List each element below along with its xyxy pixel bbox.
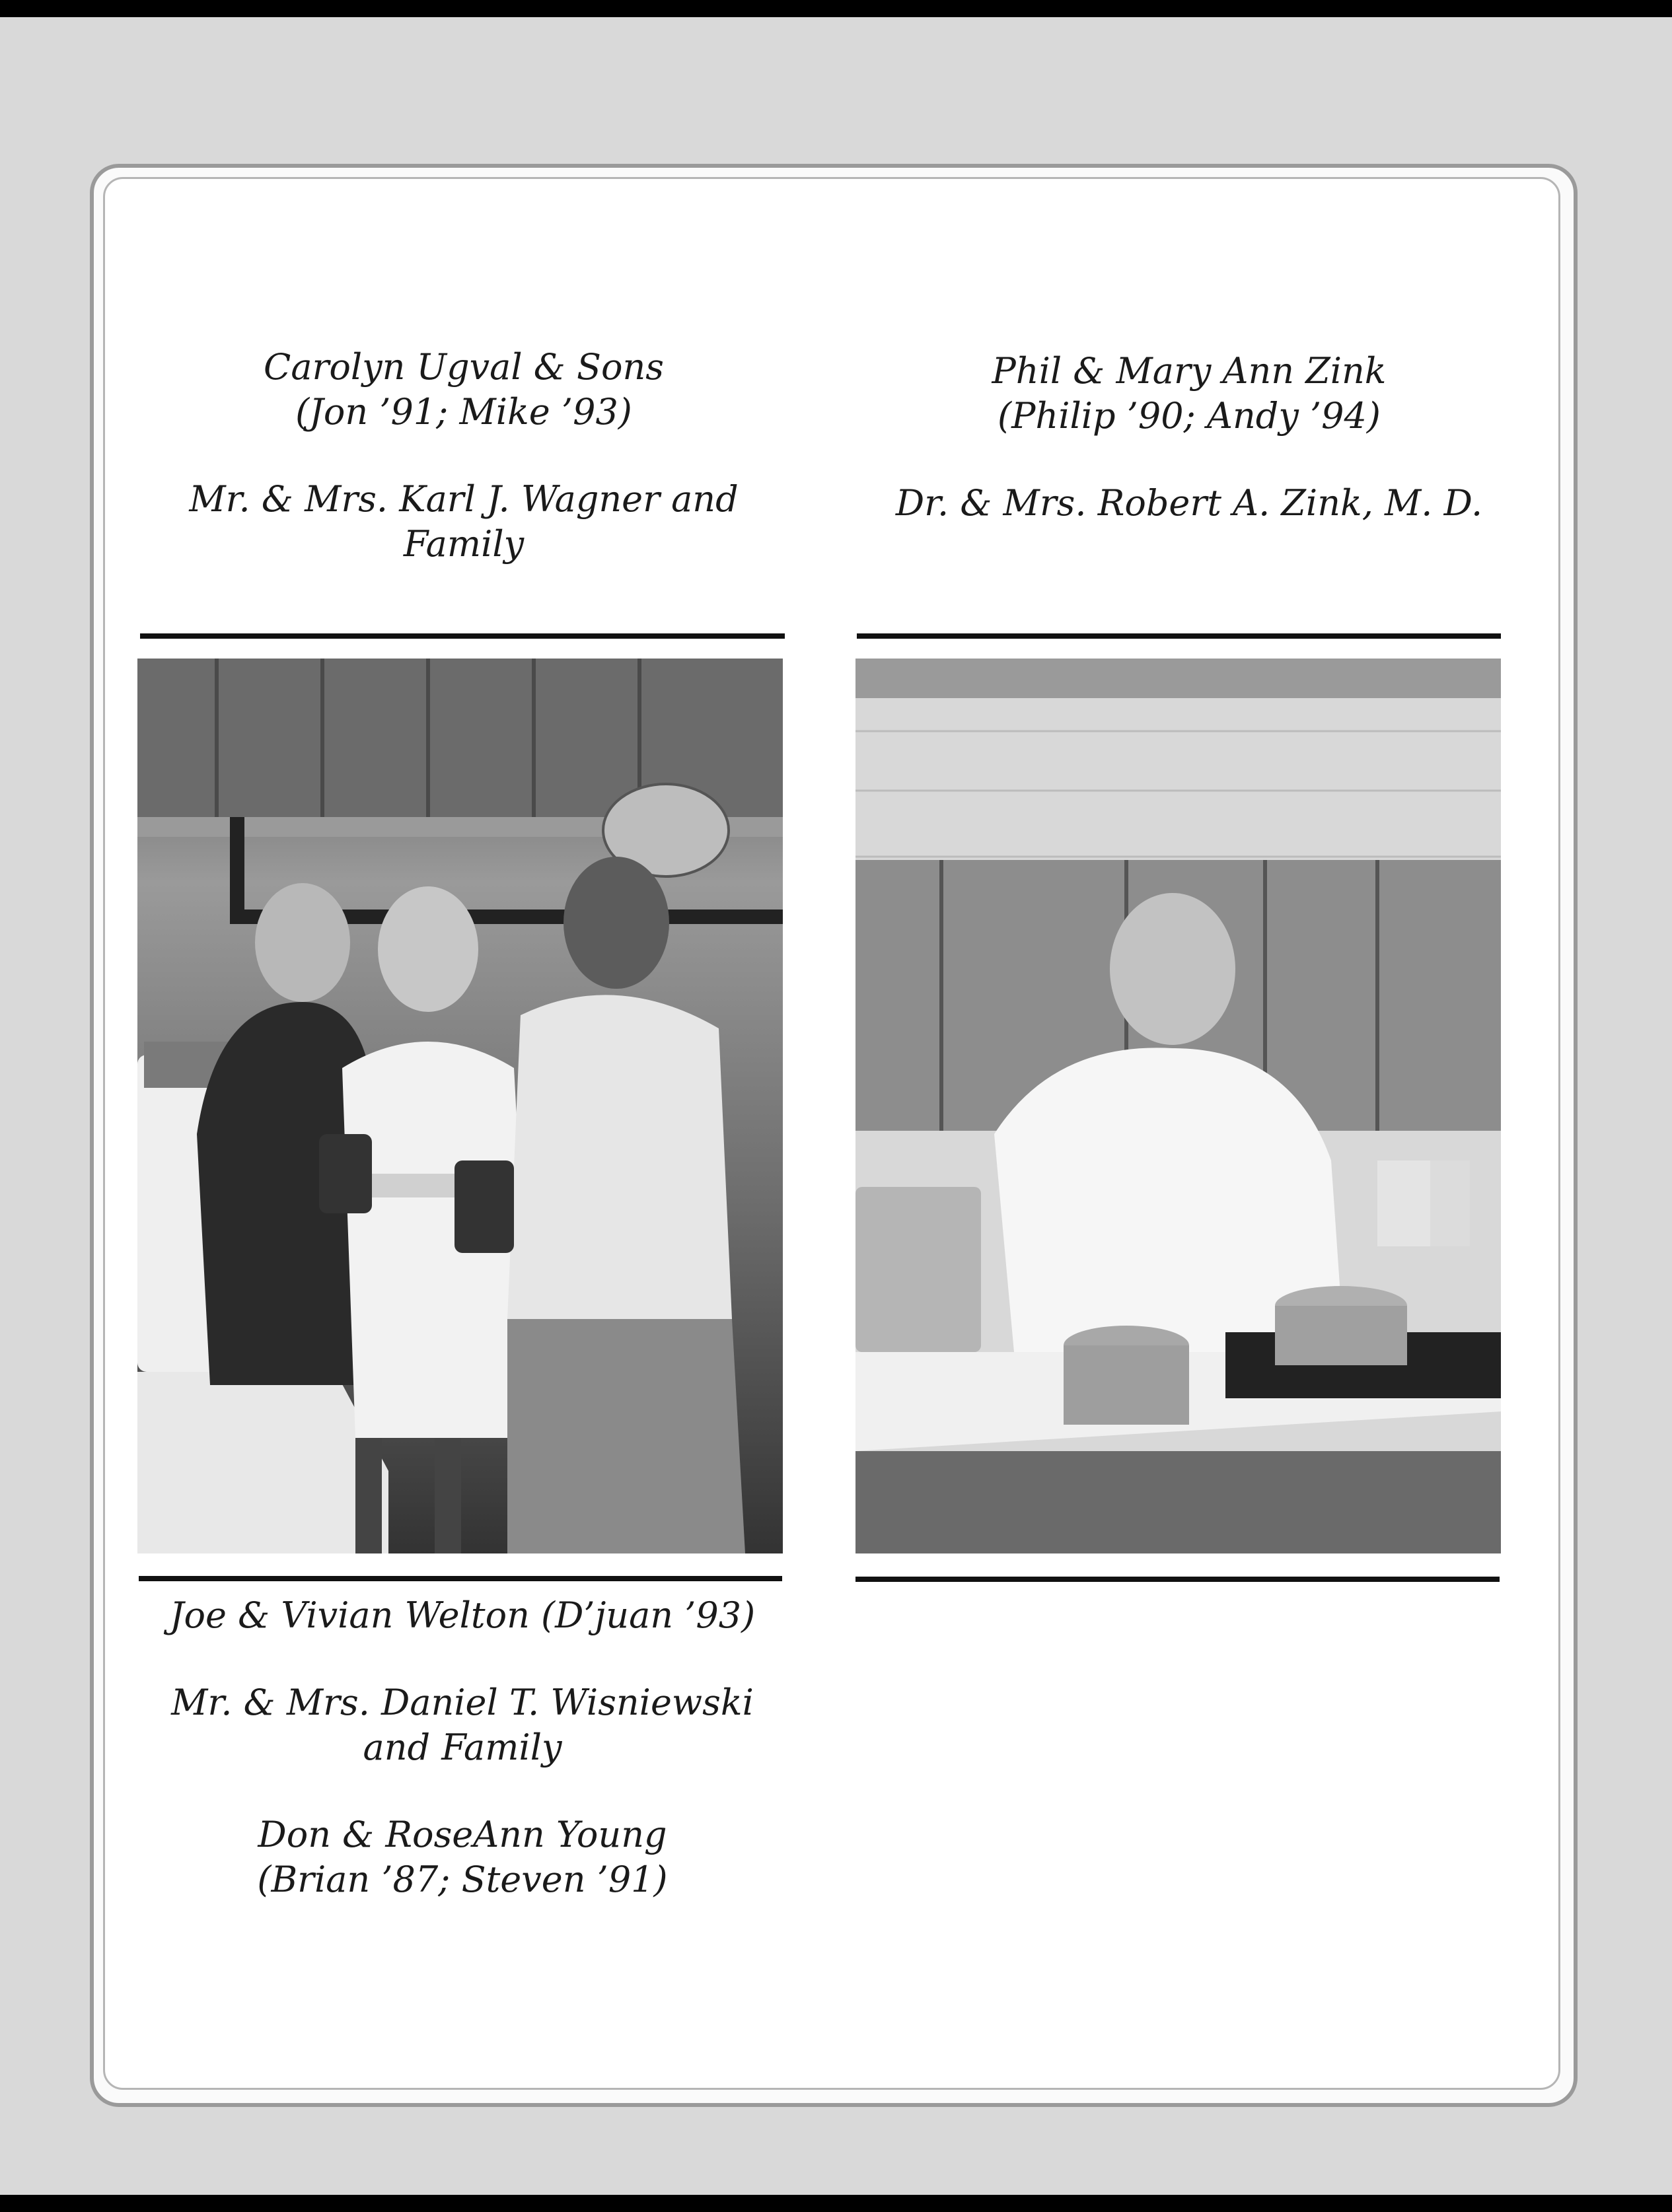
family-name: Mr. & Mrs. Daniel T. Wisniewski: [171, 1682, 754, 1723]
family-name-continued: Family: [403, 523, 525, 565]
family-children: (Jon ’91; Mike ’93): [295, 391, 632, 433]
family-name: Carolyn Ugval & Sons: [264, 346, 664, 388]
divider-rule: [857, 633, 1501, 639]
divider-rule: [140, 633, 785, 639]
top-right-names: [859, 349, 1519, 526]
family-name: Don & RoseAnn Young: [258, 1814, 667, 1855]
family-children: (Brian ’87; Steven ’91): [257, 1859, 668, 1900]
scan-bottom-border: [0, 2195, 1672, 2212]
bottom-left-names: [132, 1593, 793, 1902]
divider-rule: [139, 1576, 782, 1581]
photo-left: [137, 659, 783, 1553]
family-children: (Philip ’90; Andy ’94): [998, 395, 1381, 437]
family-name: Phil & Mary Ann Zink: [992, 350, 1387, 392]
family-name-continued: and Family: [363, 1727, 562, 1768]
family-name: Mr. & Mrs. Karl J. Wagner and: [189, 478, 739, 520]
family-name: Joe & Vivian Welton (D’juan ’93): [169, 1594, 756, 1636]
photo-right: [855, 659, 1501, 1553]
top-left-names: [140, 345, 787, 567]
scan-top-border: [0, 0, 1672, 17]
divider-rule: [855, 1577, 1500, 1582]
family-name: Dr. & Mrs. Robert A. Zink, M. D.: [895, 482, 1483, 524]
